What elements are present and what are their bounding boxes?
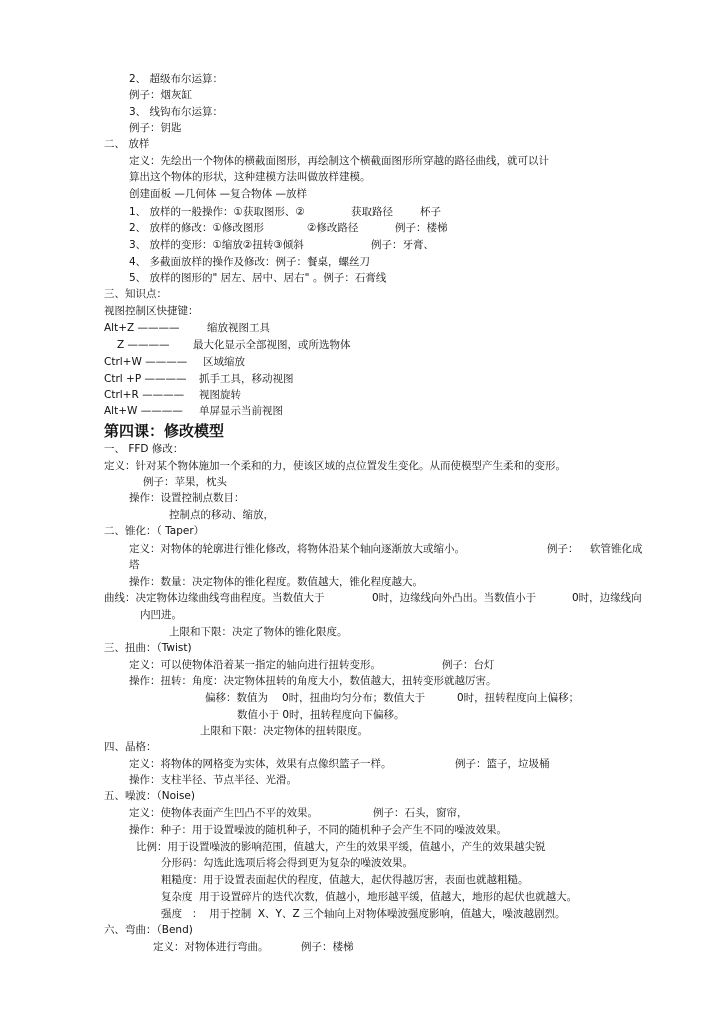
text-segment: 3、 放样的变形：①缩放②扭转③倾斜 xyxy=(129,239,304,251)
line-l6 xyxy=(129,155,549,168)
text-segment: 一、 FFD 修改： xyxy=(104,443,184,455)
text-segment: 例子：篮子，垃圾桶 xyxy=(455,758,550,770)
text-segment: 四、晶格： xyxy=(104,741,157,753)
text-segment: 例子：牙膏、 xyxy=(371,239,434,251)
text-segment: Alt+Z ———— xyxy=(104,322,180,334)
line-l38 xyxy=(205,692,580,705)
line-l13 xyxy=(129,272,386,285)
text-segment: 比例：用于设置噪波的影响范围，值越大，产生的效果平缓，值越小，产生的效果越尖锐 xyxy=(136,841,546,853)
line-l14 xyxy=(104,288,167,301)
text-segment: 算出这个物体的形状，这种建模方法叫做放样建模。 xyxy=(129,171,371,183)
line-l21 xyxy=(104,405,283,418)
text-segment: Ctrl +P ———— xyxy=(104,373,187,385)
text-segment: 定义：先绘出一个物体的横截面图形，再绘制这个横截面图形所穿越的路径曲线，就可以计 xyxy=(129,155,549,167)
line-l36 xyxy=(129,659,495,672)
text-segment: 五、噪波：（Noise) xyxy=(104,790,195,802)
line-l43 xyxy=(129,774,297,787)
text-segment: 例子：苹果，枕头 xyxy=(143,476,227,488)
line-l44 xyxy=(104,790,195,803)
line-l29 xyxy=(129,543,643,556)
text-segment: 4、 多截面放样的操作及修改：例子：餐桌，螺丝刀 xyxy=(129,256,371,268)
line-l49 xyxy=(161,874,529,887)
text-segment: 分形码：勾选此选项后将会得到更为复杂的噪波效果。 xyxy=(161,857,413,869)
text-segment: 三、扭曲：（Twist) xyxy=(104,642,192,654)
text-segment: 强度 ： 用于控制 X、Y、Z 三个轴向上对物体噪波强度影响，值越大，噪波越剧烈。 xyxy=(161,908,566,920)
text-segment: 例子：钥匙 xyxy=(129,122,182,134)
line-l5 xyxy=(104,138,149,151)
line-l26 xyxy=(129,492,245,505)
text-segment: 二、 放样 xyxy=(104,138,150,150)
line-l18 xyxy=(104,356,245,369)
line-l19 xyxy=(104,373,294,386)
text-segment: 视图旋转 xyxy=(199,389,241,401)
line-l17 xyxy=(117,339,351,352)
line-l48 xyxy=(161,857,413,870)
line-l25 xyxy=(143,476,227,489)
line-l37 xyxy=(129,675,497,688)
text-segment: 操作：种子：用于设置噪波的随机种子，不同的随机种子会产生不同的噪波效果。 xyxy=(129,824,507,836)
text-segment: 六、弯曲：（Bend) xyxy=(104,924,193,936)
text-segment: 内凹进。 xyxy=(140,609,182,621)
text-segment: 上限和下限：决定了物体的锥化限度。 xyxy=(169,626,348,638)
text-segment: Ctrl+W ———— xyxy=(104,356,188,368)
text-segment: 粗糙度：用于设置表面起伏的程度，值越大，起伏得越厉害，表面也就越粗糙。 xyxy=(161,874,529,886)
text-segment: 1、 放样的一般操作：①获取图形、② xyxy=(129,206,305,218)
text-segment: 例子： xyxy=(547,543,579,555)
line-l23 xyxy=(104,443,183,456)
line-l24 xyxy=(104,460,566,473)
text-segment: 例子：台灯 xyxy=(442,659,495,671)
text-segment: 单屏显示当前视图 xyxy=(199,405,283,417)
text-segment: 2、 超级布尔运算： xyxy=(129,73,224,85)
text-segment: 控制点的移动、缩放， xyxy=(169,509,274,521)
line-l35 xyxy=(104,642,192,655)
text-segment: 区域缩放 xyxy=(203,356,245,368)
text-segment: 0时，扭转程度向上偏移； xyxy=(457,692,580,704)
line-l15 xyxy=(104,305,199,318)
text-segment: 5、 放样的图形的" 居左、居中、居右" 。例子：石膏线 xyxy=(129,272,387,284)
line-l40 xyxy=(200,725,368,738)
text-segment: 例子：楼梯 xyxy=(395,222,448,234)
text-segment: 定义：可以使物体沿着某一指定的轴向进行扭转变形。 xyxy=(129,659,381,671)
text-segment: 定义：针对某个物体施加一个柔和的力，使该区域的点位置发生变化。从而使模型产生柔和的变形。 xyxy=(104,460,566,472)
line-l50 xyxy=(161,891,577,904)
text-segment: 二、锥化：（ Taper） xyxy=(104,525,205,537)
line-l51 xyxy=(161,908,566,921)
text-segment: 获取路径 xyxy=(351,206,393,218)
text-segment: 上限和下限：决定物体的扭转限度。 xyxy=(200,725,368,737)
text-segment: 偏移：数值为 xyxy=(205,692,268,704)
text-segment: 操作：数量：决定物体的锥化程度。数值越大，锥化程度越大。 xyxy=(129,576,423,588)
text-segment: 杯子 xyxy=(420,206,441,218)
text-segment: 例子：楼梯 xyxy=(301,941,354,953)
line-l33 xyxy=(140,609,182,622)
line-l10 xyxy=(129,222,448,235)
text-segment: 操作：扭转：角度：决定物体扭转的角度大小，数值越大，扭转变形就越厉害。 xyxy=(129,675,497,687)
text-segment: 0时，边缘线向 xyxy=(572,592,642,604)
line-l8 xyxy=(129,188,307,201)
line-l34 xyxy=(169,626,348,639)
line-l20 xyxy=(104,389,241,402)
text-segment: 软管锥化成 xyxy=(590,543,643,555)
text-segment: 3、 线钩布尔运算： xyxy=(129,106,224,118)
text-segment: 例子：石头，窗帘， xyxy=(373,807,468,819)
line-l16 xyxy=(104,322,270,335)
line-l45 xyxy=(129,807,468,820)
text-segment: 曲线：决定物体边缘曲线弯曲程度。当数值大于 xyxy=(104,592,325,604)
line-l30 xyxy=(129,559,140,572)
line-l2 xyxy=(129,89,192,102)
lesson-heading xyxy=(104,422,224,440)
line-l52 xyxy=(104,924,193,937)
heading-text: 第四课：修改模型 xyxy=(104,422,225,440)
text-segment: 0时，扭曲均匀分布；数值大于 xyxy=(282,692,426,704)
line-l3 xyxy=(129,106,223,119)
text-segment: Alt+W ———— xyxy=(104,405,183,417)
line-l7 xyxy=(129,171,371,184)
line-l9 xyxy=(129,206,441,219)
text-segment: ②修改路径 xyxy=(307,222,359,234)
text-segment: Z ———— xyxy=(117,339,170,351)
line-l42 xyxy=(129,758,550,771)
text-segment: 抓手工具，移动视图 xyxy=(199,373,294,385)
line-l12 xyxy=(129,256,370,269)
text-segment: 定义：将物体的网格变为实体，效果有点像织篮子一样。 xyxy=(129,758,392,770)
text-segment: 复杂度 用于设置碎片的迭代次数，值越小，地形越平缓，值越大，地形的起伏也就越大。 xyxy=(161,891,578,903)
line-l53 xyxy=(153,941,354,954)
line-l32 xyxy=(104,592,642,605)
text-segment: 0时，边缘线向外凸出。当数值小于 xyxy=(372,592,537,604)
line-l11 xyxy=(129,239,434,252)
line-l28 xyxy=(104,525,204,538)
text-segment: 操作：设置控制点数目： xyxy=(129,492,245,504)
text-segment: 视图控制区快捷键： xyxy=(104,305,199,317)
line-l41 xyxy=(104,741,157,754)
line-l1 xyxy=(129,73,223,86)
text-segment: Ctrl+R ———— xyxy=(104,389,185,401)
line-l46 xyxy=(129,824,507,837)
text-segment: 塔 xyxy=(129,559,140,571)
text-segment: 缩放视图工具 xyxy=(207,322,270,334)
text-segment: 定义：使物体表面产生凹凸不平的效果。 xyxy=(129,807,318,819)
text-segment: 定义：对物体的轮廓进行锥化修改，将物体沿某个轴向逐渐放大或缩小。 xyxy=(129,543,465,555)
line-l47 xyxy=(136,841,546,854)
line-l31 xyxy=(129,576,423,589)
line-l4 xyxy=(129,122,182,135)
text-segment: 最大化显示全部视图，或所选物体 xyxy=(193,339,351,351)
text-segment: 2、 放样的修改：①修改图形 xyxy=(129,222,264,234)
text-segment: 例子：烟灰缸 xyxy=(129,89,192,101)
line-l39 xyxy=(237,709,405,722)
text-segment: 操作：支柱半径、节点半径、光滑。 xyxy=(129,774,297,786)
text-segment: 数值小于 0时，扭转程度向下偏移。 xyxy=(237,709,405,721)
text-segment: 三、知识点： xyxy=(104,288,167,300)
text-segment: 创建面板 —几何体 —复合物体 —放样 xyxy=(129,188,308,200)
text-segment: 定义：对物体进行弯曲。 xyxy=(153,941,269,953)
line-l27 xyxy=(169,509,274,522)
